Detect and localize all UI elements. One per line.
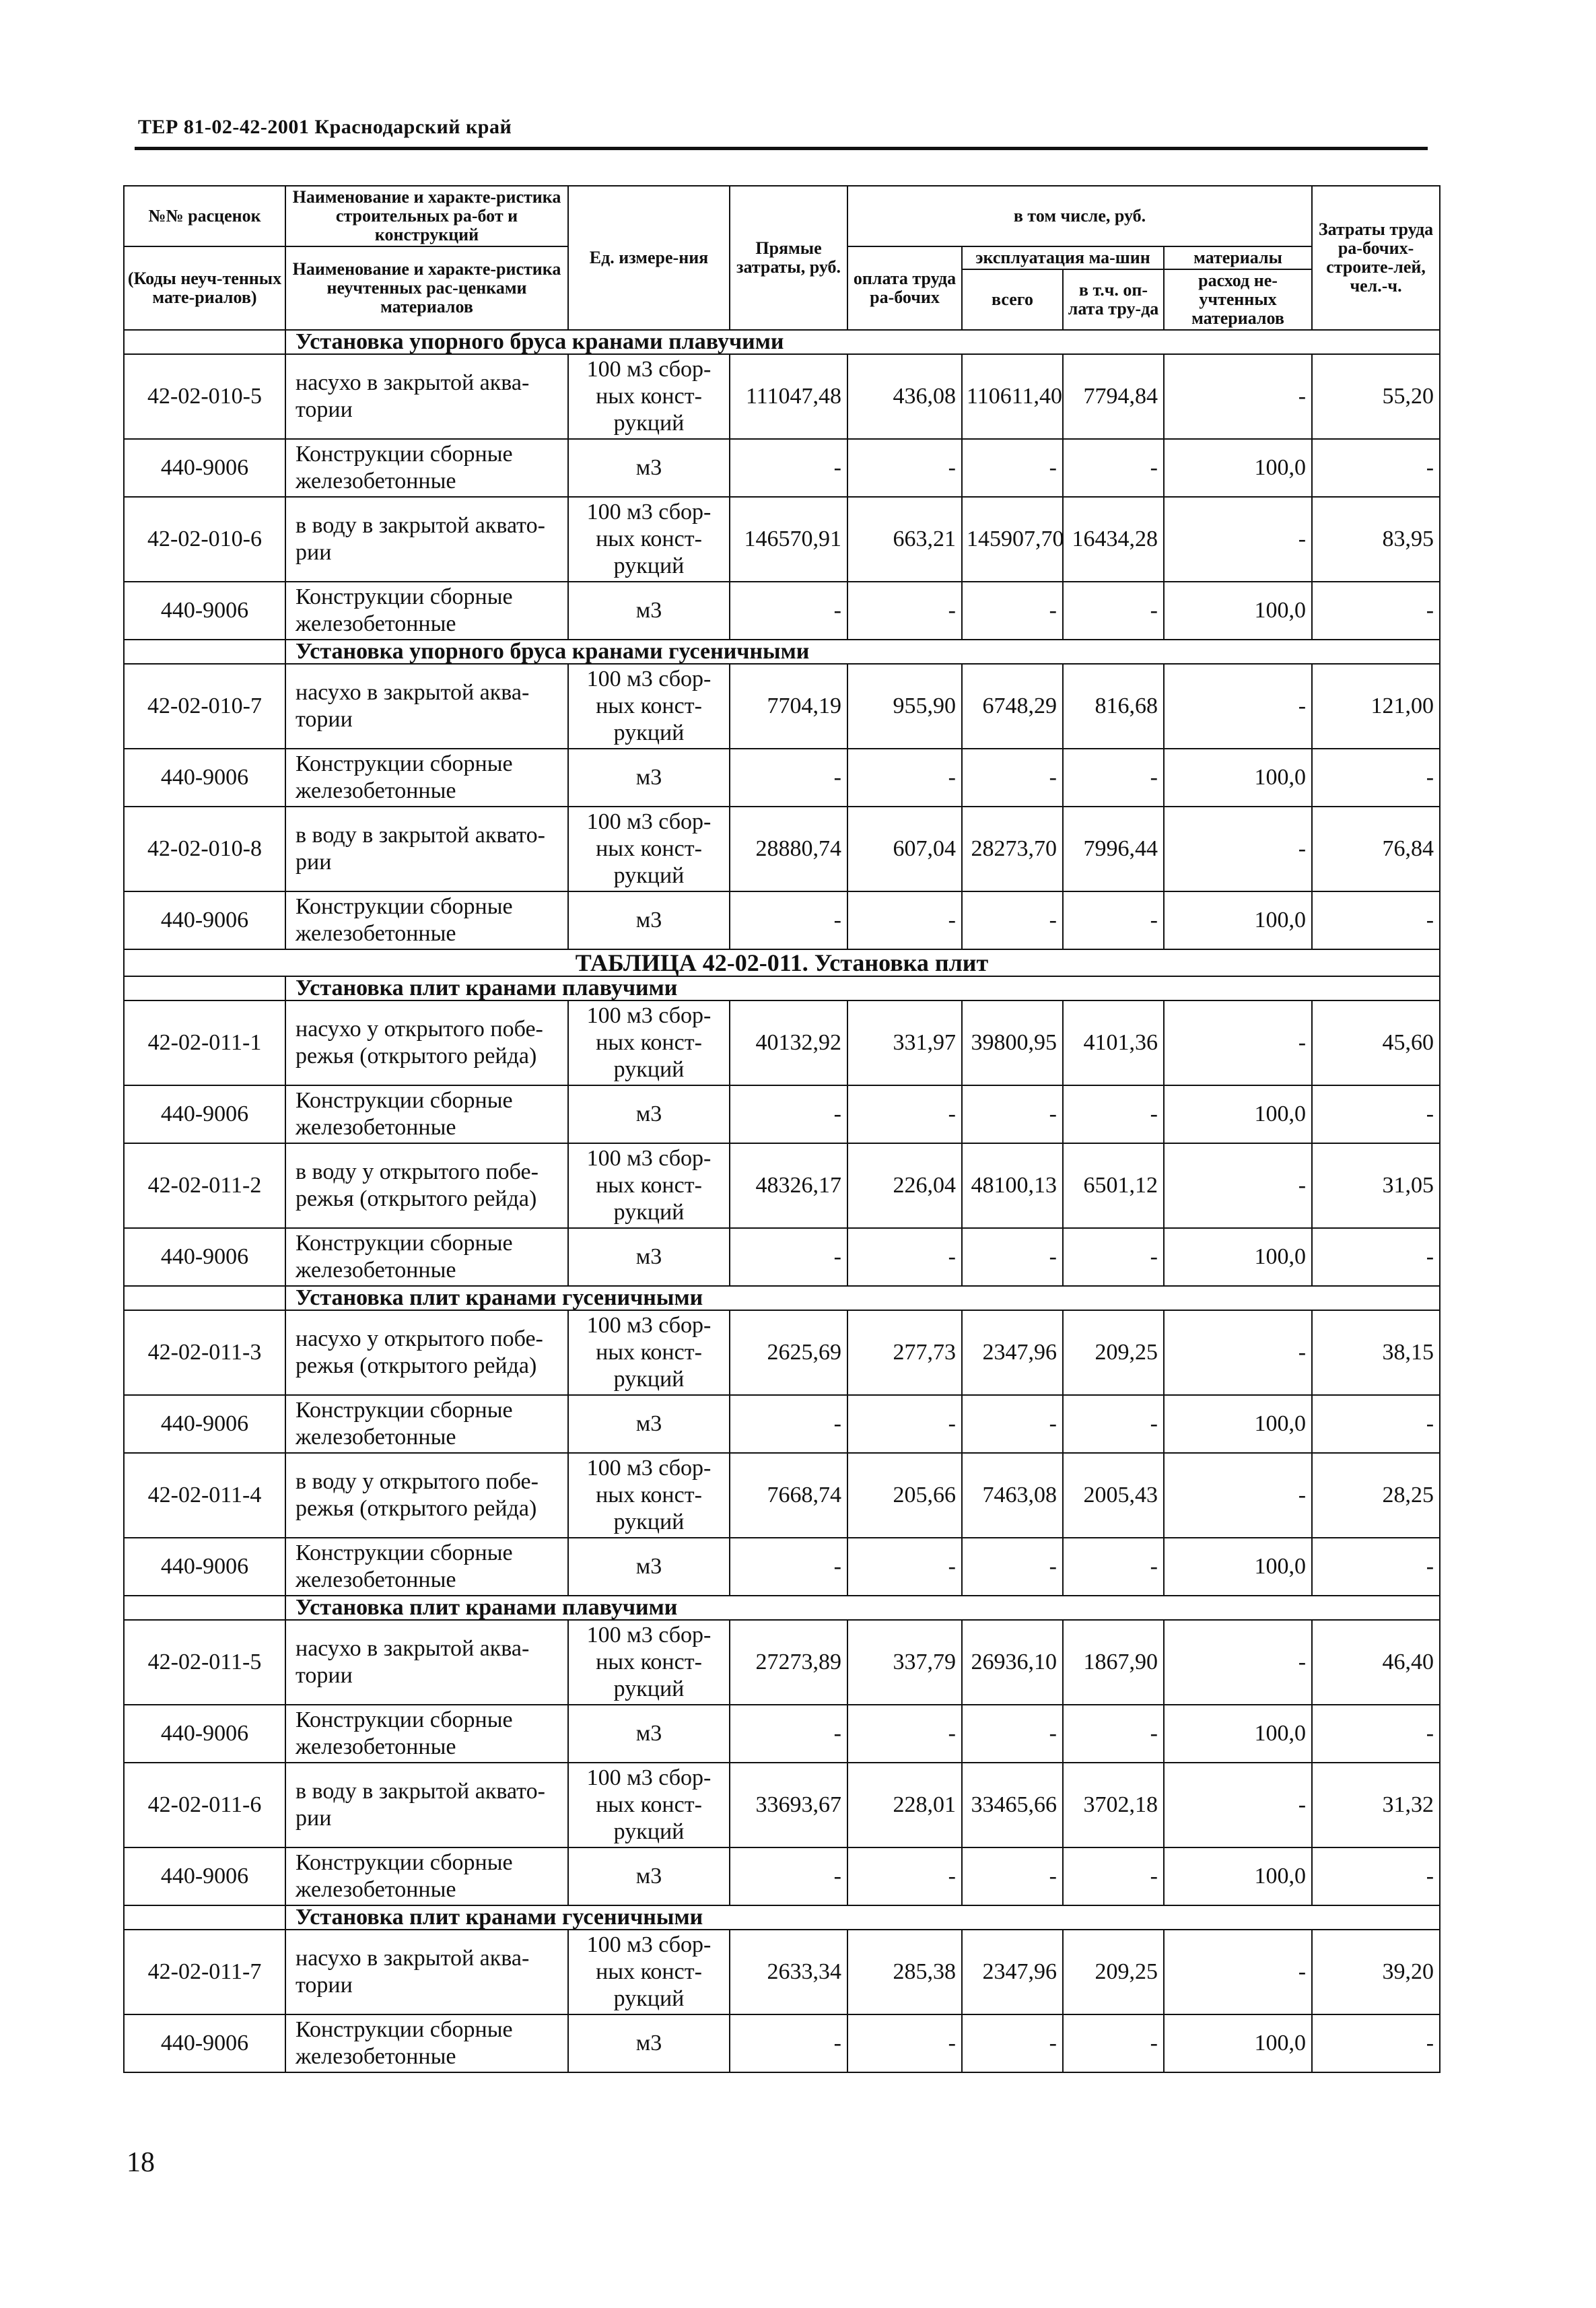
materials-cell: - <box>1164 807 1312 891</box>
machines-labor-cell: - <box>1063 1085 1164 1143</box>
machines-labor-cell: 3702,18 <box>1063 1763 1164 1847</box>
unit-cell: 100 м3 сбор-ных конст-рукций <box>568 1930 730 2014</box>
materials-cell: - <box>1164 1000 1312 1085</box>
direct-costs-cell: 2625,69 <box>730 1310 847 1395</box>
machines-labor-cell: 816,68 <box>1063 664 1164 749</box>
machines-total-cell: - <box>962 1228 1063 1286</box>
labor-pay-cell: 285,38 <box>847 1930 962 2014</box>
unit-cell: 100 м3 сбор-ных конст-рукций <box>568 1620 730 1705</box>
machines-labor-cell: - <box>1063 891 1164 949</box>
labor-costs-cell: 28,25 <box>1312 1453 1440 1538</box>
page-number: 18 <box>127 2147 155 2178</box>
unit-cell: 100 м3 сбор-ных конст-рукций <box>568 354 730 439</box>
material-row <box>124 1228 1440 1286</box>
machines-total-cell: 6748,29 <box>962 664 1063 749</box>
machines-total-cell: 33465,66 <box>962 1763 1063 1847</box>
labor-costs-cell: - <box>1312 1085 1440 1143</box>
direct-costs-cell: 111047,48 <box>730 354 847 439</box>
section-spacer <box>124 330 285 354</box>
machines-labor-cell: 16434,28 <box>1063 497 1164 582</box>
materials-cell: 100,0 <box>1164 749 1312 807</box>
table-title-row <box>124 949 1440 976</box>
rate-row <box>124 807 1440 891</box>
labor-pay-cell: - <box>847 439 962 497</box>
labor-costs-cell: - <box>1312 2014 1440 2072</box>
labor-pay-cell: 955,90 <box>847 664 962 749</box>
labor-pay-cell: - <box>847 1395 962 1453</box>
materials-cell: - <box>1164 1453 1312 1538</box>
section-row <box>124 330 1440 354</box>
col-labor-costs: Затраты труда ра-бочих-строите-лей, чел.-ч. <box>1312 186 1440 330</box>
unit-cell: м3 <box>568 582 730 640</box>
rate-code: 440-9006 <box>124 891 285 949</box>
work-name: насухо у открытого побе-режья (открытого рейда) <box>285 1310 568 1395</box>
machines-total-cell: - <box>962 891 1063 949</box>
machines-total-cell: 110611,40 <box>962 354 1063 439</box>
machines-labor-cell: - <box>1063 1705 1164 1763</box>
col-code-bottom: (Коды неуч-тенных мате-риалов) <box>124 246 285 330</box>
labor-costs-cell: 39,20 <box>1312 1930 1440 2014</box>
materials-cell: - <box>1164 354 1312 439</box>
table-header <box>124 186 1440 330</box>
labor-costs-cell: - <box>1312 1705 1440 1763</box>
work-name: насухо в закрытой аква-тории <box>285 354 568 439</box>
direct-costs-cell: - <box>730 2014 847 2072</box>
rate-row <box>124 1310 1440 1395</box>
machines-total-cell: - <box>962 749 1063 807</box>
section-spacer <box>124 640 285 664</box>
unit-cell: 100 м3 сбор-ных конст-рукций <box>568 664 730 749</box>
unit-cell: 100 м3 сбор-ных конст-рукций <box>568 1763 730 1847</box>
rate-code: 42-02-011-6 <box>124 1763 285 1847</box>
materials-cell: - <box>1164 1310 1312 1395</box>
rate-code: 42-02-011-2 <box>124 1143 285 1228</box>
col-including: в том числе, руб. <box>847 186 1312 246</box>
labor-pay-cell: - <box>847 1085 962 1143</box>
rate-code: 440-9006 <box>124 2014 285 2072</box>
unit-cell: м3 <box>568 1538 730 1596</box>
materials-cell: 100,0 <box>1164 1538 1312 1596</box>
unit-cell: 100 м3 сбор-ных конст-рукций <box>568 497 730 582</box>
labor-costs-cell: 121,00 <box>1312 664 1440 749</box>
unit-cell: м3 <box>568 1085 730 1143</box>
direct-costs-cell: 33693,67 <box>730 1763 847 1847</box>
direct-costs-cell: 2633,34 <box>730 1930 847 2014</box>
rates-table-container <box>123 185 1439 2073</box>
unit-cell: м3 <box>568 1228 730 1286</box>
machines-labor-cell: - <box>1063 749 1164 807</box>
materials-cell: 100,0 <box>1164 1847 1312 1905</box>
machines-total-cell: 2347,96 <box>962 1930 1063 2014</box>
rate-code: 440-9006 <box>124 1395 285 1453</box>
materials-cell: - <box>1164 1930 1312 2014</box>
header-rule <box>135 147 1428 150</box>
materials-cell: 100,0 <box>1164 1228 1312 1286</box>
work-name: насухо в закрытой аква-тории <box>285 1930 568 2014</box>
labor-costs-cell: 31,32 <box>1312 1763 1440 1847</box>
unit-cell: 100 м3 сбор-ных конст-рукций <box>568 1310 730 1395</box>
materials-cell: - <box>1164 1143 1312 1228</box>
materials-cell: 100,0 <box>1164 1085 1312 1143</box>
labor-pay-cell: - <box>847 1847 962 1905</box>
col-code-top: №№ расценок <box>124 186 285 246</box>
rate-code: 440-9006 <box>124 1085 285 1143</box>
rate-row <box>124 1143 1440 1228</box>
direct-costs-cell: - <box>730 1705 847 1763</box>
machines-total-cell: 48100,13 <box>962 1143 1063 1228</box>
section-spacer <box>124 1286 285 1310</box>
machines-total-cell: 28273,70 <box>962 807 1063 891</box>
direct-costs-cell: - <box>730 1847 847 1905</box>
direct-costs-cell: - <box>730 1395 847 1453</box>
machines-labor-cell: 4101,36 <box>1063 1000 1164 1085</box>
rate-code: 440-9006 <box>124 439 285 497</box>
section-row <box>124 640 1440 664</box>
machines-total-cell: - <box>962 1538 1063 1596</box>
machines-labor-cell: 1867,90 <box>1063 1620 1164 1705</box>
table-title: ТАБЛИЦА 42-02-011. Установка плит <box>124 949 1440 976</box>
labor-pay-cell: 337,79 <box>847 1620 962 1705</box>
labor-pay-cell: - <box>847 2014 962 2072</box>
machines-total-cell: 145907,70 <box>962 497 1063 582</box>
labor-costs-cell: - <box>1312 1228 1440 1286</box>
work-name: в воду у открытого побе-режья (открытого рейда) <box>285 1143 568 1228</box>
direct-costs-cell: 28880,74 <box>730 807 847 891</box>
rate-code: 42-02-010-8 <box>124 807 285 891</box>
work-name: в воду в закрытой аквато-рии <box>285 1763 568 1847</box>
labor-costs-cell: - <box>1312 749 1440 807</box>
direct-costs-cell: 27273,89 <box>730 1620 847 1705</box>
labor-pay-cell: 663,21 <box>847 497 962 582</box>
section-title: Установка упорного бруса кранами плавучими <box>285 330 1440 354</box>
col-materials: материалы <box>1164 246 1312 269</box>
labor-costs-cell: - <box>1312 582 1440 640</box>
machines-total-cell: - <box>962 1705 1063 1763</box>
labor-pay-cell: 436,08 <box>847 354 962 439</box>
materials-cell: 100,0 <box>1164 582 1312 640</box>
section-title: Установка плит кранами плавучими <box>285 1596 1440 1620</box>
unit-cell: м3 <box>568 1847 730 1905</box>
rate-code: 440-9006 <box>124 1847 285 1905</box>
work-name: Конструкции сборные железобетонные <box>285 1395 568 1453</box>
machines-total-cell: 2347,96 <box>962 1310 1063 1395</box>
col-materials-unaccounted: расход не-учтенных материалов <box>1164 269 1312 330</box>
material-row <box>124 2014 1440 2072</box>
labor-costs-cell: - <box>1312 439 1440 497</box>
unit-cell: 100 м3 сбор-ных конст-рукций <box>568 1000 730 1085</box>
machines-total-cell: 26936,10 <box>962 1620 1063 1705</box>
direct-costs-cell: 7668,74 <box>730 1453 847 1538</box>
labor-pay-cell: 331,97 <box>847 1000 962 1085</box>
materials-cell: - <box>1164 497 1312 582</box>
rate-row <box>124 664 1440 749</box>
machines-labor-cell: 7996,44 <box>1063 807 1164 891</box>
material-row <box>124 749 1440 807</box>
machines-labor-cell: - <box>1063 1847 1164 1905</box>
rate-row <box>124 354 1440 439</box>
labor-pay-cell: - <box>847 582 962 640</box>
unit-cell: м3 <box>568 749 730 807</box>
labor-pay-cell: 228,01 <box>847 1763 962 1847</box>
materials-cell: 100,0 <box>1164 891 1312 949</box>
work-name: Конструкции сборные железобетонные <box>285 1705 568 1763</box>
labor-pay-cell: 205,66 <box>847 1453 962 1538</box>
document-header: ТЕР 81-02-42-2001 Краснодарский край <box>138 116 512 138</box>
machines-labor-cell: 7794,84 <box>1063 354 1164 439</box>
labor-pay-cell: - <box>847 1705 962 1763</box>
labor-pay-cell: - <box>847 749 962 807</box>
rate-code: 42-02-011-1 <box>124 1000 285 1085</box>
unit-cell: 100 м3 сбор-ных конст-рукций <box>568 1453 730 1538</box>
labor-costs-cell: 31,05 <box>1312 1143 1440 1228</box>
work-name: в воду в закрытой аквато-рии <box>285 497 568 582</box>
col-direct-costs: Прямые затраты, руб. <box>730 186 847 330</box>
col-name-top: Наименование и характе-ристика строительных ра-бот и конструкций <box>285 186 568 246</box>
direct-costs-cell: - <box>730 582 847 640</box>
machines-total-cell: - <box>962 582 1063 640</box>
col-machines: эксплуатация ма-шин <box>962 246 1164 269</box>
unit-cell: 100 м3 сбор-ных конст-рукций <box>568 1143 730 1228</box>
machines-labor-cell: - <box>1063 1228 1164 1286</box>
rate-code: 440-9006 <box>124 1538 285 1596</box>
machines-total-cell: - <box>962 439 1063 497</box>
direct-costs-cell: - <box>730 1538 847 1596</box>
work-name: насухо у открытого побе-режья (открытого рейда) <box>285 1000 568 1085</box>
labor-costs-cell: - <box>1312 1538 1440 1596</box>
machines-labor-cell: 6501,12 <box>1063 1143 1164 1228</box>
section-spacer <box>124 976 285 1000</box>
section-title: Установка плит кранами плавучими <box>285 976 1440 1000</box>
labor-costs-cell: - <box>1312 891 1440 949</box>
direct-costs-cell: - <box>730 439 847 497</box>
rate-code: 42-02-010-5 <box>124 354 285 439</box>
section-row <box>124 1286 1440 1310</box>
unit-cell: м3 <box>568 1395 730 1453</box>
direct-costs-cell: - <box>730 891 847 949</box>
materials-cell: 100,0 <box>1164 439 1312 497</box>
materials-cell: - <box>1164 1620 1312 1705</box>
rate-code: 42-02-010-6 <box>124 497 285 582</box>
work-name: насухо в закрытой аква-тории <box>285 1620 568 1705</box>
material-row <box>124 891 1440 949</box>
col-machines-labor: в т.ч. оп-лата тру-да <box>1063 269 1164 330</box>
rate-row <box>124 1453 1440 1538</box>
material-row <box>124 582 1440 640</box>
direct-costs-cell: 48326,17 <box>730 1143 847 1228</box>
rate-code: 440-9006 <box>124 749 285 807</box>
rate-code: 42-02-011-7 <box>124 1930 285 2014</box>
work-name: Конструкции сборные железобетонные <box>285 1085 568 1143</box>
materials-cell: - <box>1164 664 1312 749</box>
rate-code: 42-02-010-7 <box>124 664 285 749</box>
rates-table <box>123 185 1441 2073</box>
col-name-bottom: Наименование и характе-ристика неучтенных рас-ценками материалов <box>285 246 568 330</box>
material-row <box>124 439 1440 497</box>
labor-pay-cell: 226,04 <box>847 1143 962 1228</box>
direct-costs-cell: - <box>730 1228 847 1286</box>
machines-labor-cell: - <box>1063 1538 1164 1596</box>
work-name: Конструкции сборные железобетонные <box>285 582 568 640</box>
direct-costs-cell: - <box>730 749 847 807</box>
work-name: в воду в закрытой аквато-рии <box>285 807 568 891</box>
section-spacer <box>124 1596 285 1620</box>
labor-pay-cell: - <box>847 1228 962 1286</box>
unit-cell: м3 <box>568 2014 730 2072</box>
materials-cell: 100,0 <box>1164 1705 1312 1763</box>
col-unit: Ед. измере-ния <box>568 186 730 330</box>
machines-labor-cell: 2005,43 <box>1063 1453 1164 1538</box>
labor-costs-cell: 55,20 <box>1312 354 1440 439</box>
section-spacer <box>124 1905 285 1930</box>
section-row <box>124 1596 1440 1620</box>
section-title: Установка плит кранами гусеничными <box>285 1286 1440 1310</box>
rate-row <box>124 1763 1440 1847</box>
section-row <box>124 976 1440 1000</box>
rate-code: 440-9006 <box>124 582 285 640</box>
rate-code: 42-02-011-5 <box>124 1620 285 1705</box>
rate-row <box>124 1620 1440 1705</box>
labor-costs-cell: 45,60 <box>1312 1000 1440 1085</box>
rate-row <box>124 1000 1440 1085</box>
unit-cell: м3 <box>568 891 730 949</box>
labor-costs-cell: - <box>1312 1847 1440 1905</box>
unit-cell: м3 <box>568 439 730 497</box>
work-name: Конструкции сборные железобетонные <box>285 2014 568 2072</box>
section-title: Установка плит кранами гусеничными <box>285 1905 1440 1930</box>
machines-total-cell: 7463,08 <box>962 1453 1063 1538</box>
rate-code: 42-02-011-3 <box>124 1310 285 1395</box>
rate-code: 42-02-011-4 <box>124 1453 285 1538</box>
machines-labor-cell: 209,25 <box>1063 1310 1164 1395</box>
work-name: Конструкции сборные железобетонные <box>285 1847 568 1905</box>
machines-labor-cell: - <box>1063 582 1164 640</box>
machines-total-cell: 39800,95 <box>962 1000 1063 1085</box>
work-name: в воду у открытого побе-режья (открытого рейда) <box>285 1453 568 1538</box>
machines-labor-cell: 209,25 <box>1063 1930 1164 2014</box>
rate-code: 440-9006 <box>124 1705 285 1763</box>
unit-cell: м3 <box>568 1705 730 1763</box>
rate-code: 440-9006 <box>124 1228 285 1286</box>
machines-total-cell: - <box>962 1395 1063 1453</box>
rate-row <box>124 1930 1440 2014</box>
col-labor-pay: оплата труда ра-бочих <box>847 246 962 330</box>
machines-labor-cell: - <box>1063 1395 1164 1453</box>
materials-cell: - <box>1164 1763 1312 1847</box>
material-row <box>124 1847 1440 1905</box>
labor-costs-cell: - <box>1312 1395 1440 1453</box>
machines-total-cell: - <box>962 1085 1063 1143</box>
work-name: Конструкции сборные железобетонные <box>285 1228 568 1286</box>
section-row <box>124 1905 1440 1930</box>
material-row <box>124 1705 1440 1763</box>
direct-costs-cell: 146570,91 <box>730 497 847 582</box>
direct-costs-cell: 7704,19 <box>730 664 847 749</box>
work-name: Конструкции сборные железобетонные <box>285 891 568 949</box>
labor-pay-cell: - <box>847 1538 962 1596</box>
work-name: Конструкции сборные железобетонные <box>285 749 568 807</box>
materials-cell: 100,0 <box>1164 1395 1312 1453</box>
work-name: Конструкции сборные железобетонные <box>285 1538 568 1596</box>
labor-pay-cell: 607,04 <box>847 807 962 891</box>
table-body <box>124 330 1440 2072</box>
rate-row <box>124 497 1440 582</box>
machines-labor-cell: - <box>1063 2014 1164 2072</box>
material-row <box>124 1085 1440 1143</box>
direct-costs-cell: 40132,92 <box>730 1000 847 1085</box>
materials-cell: 100,0 <box>1164 2014 1312 2072</box>
labor-costs-cell: 76,84 <box>1312 807 1440 891</box>
col-machines-total: всего <box>962 269 1063 330</box>
labor-pay-cell: 277,73 <box>847 1310 962 1395</box>
machines-total-cell: - <box>962 1847 1063 1905</box>
labor-costs-cell: 38,15 <box>1312 1310 1440 1395</box>
labor-costs-cell: 46,40 <box>1312 1620 1440 1705</box>
section-title: Установка упорного бруса кранами гусеничными <box>285 640 1440 664</box>
unit-cell: 100 м3 сбор-ных конст-рукций <box>568 807 730 891</box>
material-row <box>124 1395 1440 1453</box>
material-row <box>124 1538 1440 1596</box>
machines-total-cell: - <box>962 2014 1063 2072</box>
work-name: Конструкции сборные железобетонные <box>285 439 568 497</box>
work-name: насухо в закрытой аква-тории <box>285 664 568 749</box>
direct-costs-cell: - <box>730 1085 847 1143</box>
machines-labor-cell: - <box>1063 439 1164 497</box>
labor-pay-cell: - <box>847 891 962 949</box>
labor-costs-cell: 83,95 <box>1312 497 1440 582</box>
